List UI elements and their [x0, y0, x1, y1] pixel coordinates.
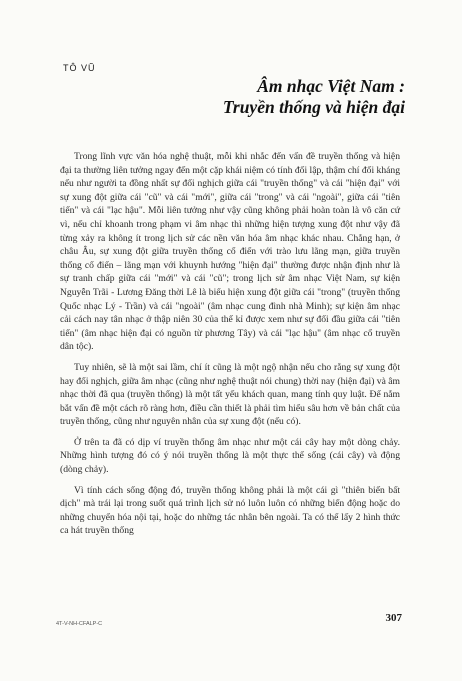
paragraph: Vì tính cách sống động đó, truyền thống không phải là một cái gì "thiên biến bất dịch" mà trái lại trong suốt quá trình lịch sử nó luôn luôn có những biến động hoặc do những chuyển hóa nội tại, hoặc do những tác nhân bên ngoài. Ta có thể lấy 2 hình thức ca hát truyền thống — [60, 484, 400, 537]
title-line-2: Truyền thống và hiện đại — [222, 97, 405, 117]
paragraph: Ở trên ta đã có dịp ví truyền thống âm nhạc như một cái cây hay một dòng chảy. Những hình tượng đó có ý nói truyền thống là một thực thể sống (cái cây) và động (dòng chảy). — [60, 436, 400, 476]
article-body — [60, 150, 400, 545]
author-name: TÔ VŨ — [63, 63, 96, 73]
paragraph: Tuy nhiên, sẽ là một sai lầm, chí ít cũng là một ngộ nhận nếu cho rằng sự xung đột hay đối nghịch, giữa âm nhạc (cũng như nghệ thuật nói chung) thời nay (hiện đại) và âm nhạc thời đã qua (truyền thống) là một tất yếu khách quan, mang tính quy luật. Để nắm bắt vấn đề một cách rõ ràng hơn, điều cần thiết là phải tìm hiểu sâu hơn về bản chất của truyền thống, cũng như nguyên nhân của sự xung đột (nếu có). — [60, 361, 400, 428]
article-title — [150, 76, 405, 118]
title-line-1: Âm nhạc Việt Nam : — [257, 76, 405, 96]
page-number: 307 — [385, 612, 402, 624]
footer-code: 4T-V-NH-CFALP-C — [56, 621, 103, 627]
paragraph: Trong lĩnh vực văn hóa nghệ thuật, mỗi khi nhắc đến vấn đề truyền thống và hiện đại ta thường liên tưởng ngay đến một cặp khái niệm có tính đối lập, thậm chí đối kháng nếu như người ta đồng nhất sự đối nghịch giữa cái "truyền thống" và cái "hiện đại" với sự xung đột giữa cái "cũ" và cái "mới", giữa cái "trong" và cái "ngoài", giữa cái "tiên tiến" và cái "lạc hậu". Mỗi liên tưởng như vậy cũng không phải hoàn toàn là vô căn cứ vì, nếu chỉ khoanh trong phạm vi âm nhạc thì những hiện tượng xung đột như vậy đã từng xảy ra không ít trong lịch sử các nền văn hóa âm nhạc khác nhau. Chẳng hạn, ở châu Âu, sự xung đột giữa truyền thống cổ điển với trào lưu lãng mạn, giữa truyền thống cổ điển – lãng mạn với khuynh hướng "hiện đại" thường được nhận định như là sự tranh chấp giữa cái "mới" và cái "cũ"; trong lịch sử âm nhạc Việt Nam, sự kiện Nguyễn Trãi - Lương Đăng thời Lê là biểu hiện xung đột giữa cái "trong" (truyền thống Quốc nhạc Lý - Trần) và cái "ngoài" (âm nhạc cung đình nhà Minh); sự kiện âm nhạc cải cách nay tân nhạc ở thập niên 30 của thế kỉ được xem như sự đối đầu giữa cái "tiên tiến" (âm nhạc hiện đại có nguồn từ phương Tây) và cái "lạc hậu" (âm nhạc cổ truyền dân tộc). — [60, 151, 400, 353]
